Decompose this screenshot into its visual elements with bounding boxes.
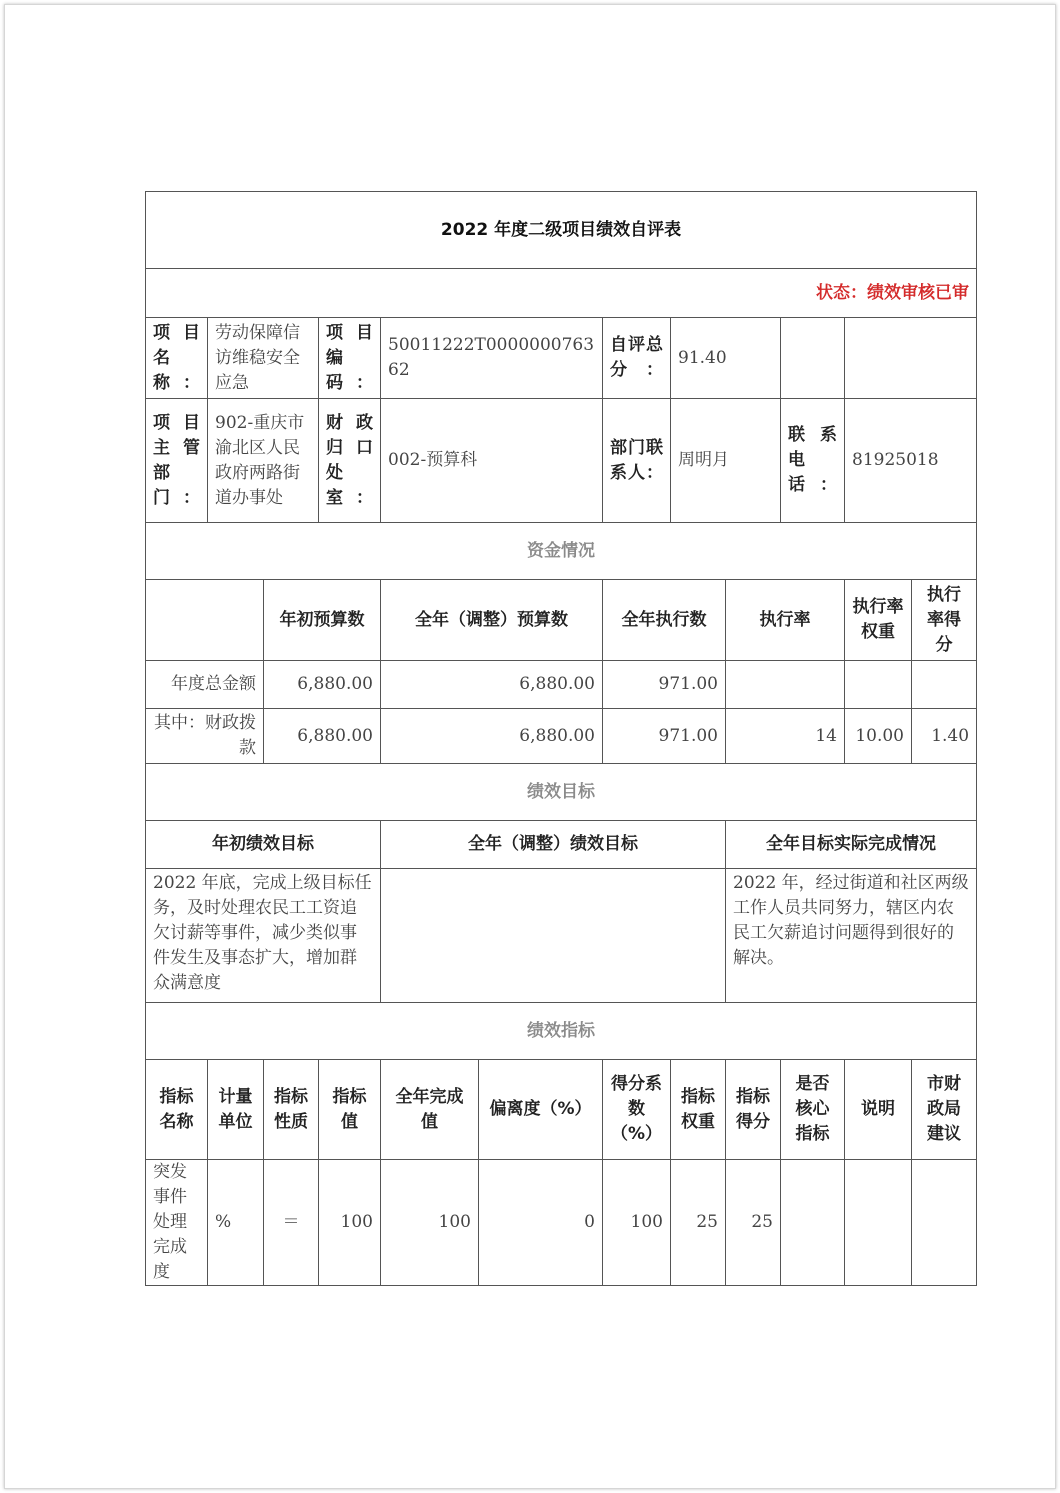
form-title: 2022 年度二级项目绩效自评表 [146,192,977,269]
funds-header-adjusted: 全年（调整）预算数 [381,580,603,661]
funds-row-label: 其中：财政拨款 [146,709,264,764]
goals-adjusted-text [381,869,726,1003]
empty-cell [781,318,845,399]
funds-initial: 6,880.00 [264,709,381,764]
funds-weight [845,661,912,709]
ind-header-deviation: 偏离度（%） [479,1060,603,1160]
funds-header-weight: 执行率权重 [845,580,912,661]
ind-header-weight: 指标权重 [671,1060,726,1160]
project-name-value: 劳动保障信访维稳安全应急 [208,318,319,399]
funds-header-blank [146,580,264,661]
self-score-label: 自评总分： [603,318,671,399]
project-code-label: 项目编码： [319,318,381,399]
contact-label: 部门联系人： [603,399,671,523]
empty-cell [845,318,977,399]
ind-name: 突发事件处理完成度 [146,1160,208,1286]
phone-value: 81925018 [845,399,977,523]
funds-initial: 6,880.00 [264,661,381,709]
ind-header-note: 说明 [845,1060,912,1160]
self-score-value: 91.40 [671,318,781,399]
performance-evaluation-form [145,191,977,1286]
funds-adjusted: 6,880.00 [381,661,603,709]
finance-office-label: 财政归口处室： [319,399,381,523]
funds-score [912,661,977,709]
funds-executed: 971.00 [603,661,726,709]
finance-office-value: 002-预算科 [381,399,603,523]
funds-weight: 10.00 [845,709,912,764]
goals-header-adjusted: 全年（调整）绩效目标 [381,821,726,869]
goals-initial-text: 2022 年底，完成上级目标任务，及时处理农民工工资追欠讨薪等事件，减少类似事件发生及事态扩大，增加群众满意度 [146,869,381,1003]
dept-label: 项目主管部门： [146,399,208,523]
ind-header-nature: 指标性质 [264,1060,319,1160]
funds-rate [726,661,845,709]
project-name-label: 项目名称： [146,318,208,399]
goals-header-actual: 全年目标实际完成情况 [726,821,977,869]
ind-header-score: 指标得分 [726,1060,781,1160]
dept-value: 902-重庆市渝北区人民政府两路街道办事处 [208,399,319,523]
funds-header-initial: 年初预算数 [264,580,381,661]
goals-section-title: 绩效目标 [146,764,977,821]
table-row [146,661,977,709]
funds-executed: 971.00 [603,709,726,764]
contact-value: 周明月 [671,399,781,523]
table-row [146,709,977,764]
ind-header-suggestion: 市财政局建议 [912,1060,977,1160]
funds-header-rate: 执行率 [726,580,845,661]
ind-nature: ＝ [264,1160,319,1286]
ind-weight: 25 [671,1160,726,1286]
ind-header-name: 指标名称 [146,1060,208,1160]
ind-score: 25 [726,1160,781,1286]
ind-header-actual: 全年完成值 [381,1060,479,1160]
ind-header-coef: 得分系数（%） [603,1060,671,1160]
ind-target: 100 [319,1160,381,1286]
ind-header-unit: 计量单位 [208,1060,264,1160]
funds-row-label: 年度总金额 [146,661,264,709]
project-code-value: 50011222T000000076362 [381,318,603,399]
phone-label: 联系电话： [781,399,845,523]
ind-note [845,1160,912,1286]
funds-score: 1.40 [912,709,977,764]
ind-core [781,1160,845,1286]
table-row [146,1160,977,1286]
ind-deviation: 0 [479,1160,603,1286]
ind-actual: 100 [381,1160,479,1286]
funds-rate: 14 [726,709,845,764]
funds-header-executed: 全年执行数 [603,580,726,661]
funds-section-title: 资金情况 [146,523,977,580]
funds-adjusted: 6,880.00 [381,709,603,764]
status-badge: 状态：绩效审核已审 [146,269,977,318]
goals-actual-text: 2022 年，经过街道和社区两级工作人员共同努力，辖区内农民工欠薪追讨问题得到很好的解决。 [726,869,977,1003]
ind-suggestion [912,1160,977,1286]
ind-header-core: 是否核心指标 [781,1060,845,1160]
ind-unit: % [208,1160,264,1286]
goals-header-initial: 年初绩效目标 [146,821,381,869]
indicators-section-title: 绩效指标 [146,1003,977,1060]
ind-coef: 100 [603,1160,671,1286]
funds-header-score: 执行率得分 [912,580,977,661]
ind-header-target: 指标值 [319,1060,381,1160]
